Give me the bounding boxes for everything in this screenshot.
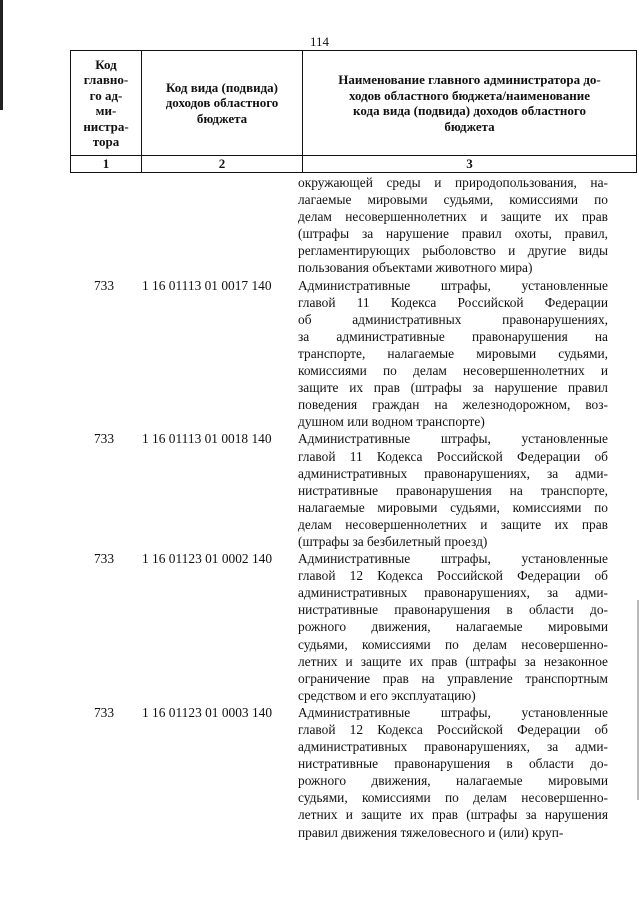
name-line: нистративные правонарушения в области до-: [298, 756, 608, 772]
name-cell: [298, 277, 608, 431]
name-line: душном или водном транспорте): [298, 414, 485, 430]
name-line: об административных правонарушениях,: [298, 311, 608, 327]
name-line: защите их прав (штрафы за нарушение правил: [298, 380, 608, 396]
column-number: 1: [71, 156, 142, 173]
name-line: (штрафы за безбилетный проезд): [298, 533, 488, 549]
name-line: правил движения тяжеловесного и (или) круп-: [298, 824, 564, 840]
table-header: [70, 50, 637, 173]
name-line: Административные штрафы, установленные: [298, 277, 608, 293]
name-line: рожного движения, налагаемые мировыми: [298, 773, 608, 789]
name-line: делам несовершеннолетних и защите их прав: [298, 209, 608, 225]
header-line: Код: [95, 56, 117, 72]
name-cell: [298, 430, 608, 550]
name-line: административных правонарушениях, за адми-: [298, 585, 608, 601]
name-line: административных правонарушениях, за адми-: [298, 739, 608, 755]
header-line: бюджета: [196, 110, 248, 126]
name-line: средством и его эксплуатацию): [298, 687, 476, 703]
name-line: главой 11 Кодекса Российской Федерации: [298, 294, 608, 310]
column-number: 2: [142, 156, 303, 173]
income-kind-code-cell: 1 16 01123 01 0002 140: [142, 551, 273, 567]
name-line: главой 12 Кодекса Российской Федерации об: [298, 568, 608, 584]
name-line: летних и защите их прав (штрафы за нарушения: [298, 807, 608, 823]
header-line: Наименование главного администратора до-: [338, 72, 601, 87]
admin-code-cell: 733: [93, 704, 115, 720]
name-line: Административные штрафы, установленные: [298, 704, 608, 720]
header-line: доходов областного: [165, 95, 279, 111]
name-line: лагаемые мировыми судьями, комиссиями по: [298, 192, 608, 208]
table-row: [70, 174, 637, 277]
header-line: кода вида (подвида) доходов областного: [353, 103, 586, 118]
name-line: рожного движения, налагаемые мировыми: [298, 619, 608, 635]
admin-code-cell: 733: [93, 277, 115, 293]
name-line: ограничение прав на управление транспортным: [298, 670, 608, 686]
scan-edge-mark: [0, 0, 3, 110]
header-line: бюджета: [444, 118, 495, 134]
header-line: ми-: [95, 103, 117, 118]
name-line: нистративные правонарушения на транспорте,: [298, 482, 608, 498]
name-line: делам несовершеннолетних и защите их прав: [298, 516, 608, 532]
name-line: транспорте, налагаемые мировыми судьями,: [298, 345, 608, 361]
column-number: 3: [303, 156, 637, 173]
table-row: [70, 704, 637, 841]
admin-code-cell: 733: [93, 551, 115, 567]
column-header-admin-code: [71, 51, 142, 156]
name-line: главой 12 Кодекса Российской Федерации об: [298, 722, 608, 737]
name-line: комиссиями по делам несовершеннолетних и: [298, 363, 608, 379]
name-cell: [298, 174, 608, 277]
name-cell: [298, 704, 608, 841]
name-line: пользования объектами животного мира): [298, 260, 533, 276]
name-line: Административные штрафы, установленные: [298, 431, 608, 447]
header-line: нистра-: [83, 118, 129, 134]
header-line: тора: [92, 134, 120, 149]
name-line: регламентирующих рыболовство и другие виды: [298, 243, 608, 259]
name-cell: [298, 550, 608, 704]
name-line: судьями, комиссиями по делам несовершенно-: [298, 790, 608, 806]
header-line: го ад-: [89, 87, 123, 103]
name-line: окружающей среды и природопользования, на-: [298, 175, 608, 190]
admin-code-cell: 733: [93, 431, 115, 447]
name-line: за административные правонарушения на: [298, 328, 608, 344]
income-kind-code-cell: 1 16 01123 01 0003 140: [142, 704, 273, 720]
table-row: [70, 550, 637, 704]
header-line: ходов областного бюджета/наименование: [348, 87, 591, 103]
name-line: судьями, комиссиями по делам несовершенно-: [298, 636, 608, 652]
name-line: Административные штрафы, установленные: [298, 551, 608, 567]
table-row: [70, 277, 637, 431]
column-header-name: [303, 51, 637, 156]
income-kind-code-cell: 1 16 01113 01 0017 140: [142, 277, 272, 293]
name-line: главой 11 Кодекса Российской Федерации об: [298, 448, 608, 464]
page-number: 114: [309, 34, 330, 49]
header-line: Код вида (подвида): [165, 79, 278, 95]
table-body: [70, 174, 637, 841]
name-line: летних и защите их прав (штрафы за незаконное: [298, 653, 608, 669]
name-line: поведения граждан на железнодорожном, воз-: [298, 397, 608, 413]
header-line: главно-: [83, 72, 129, 87]
name-line: налагаемые мировыми судьями, комиссиями по: [298, 499, 608, 515]
income-kind-code-cell: 1 16 01113 01 0018 140: [142, 431, 272, 447]
name-line: (штрафы за нарушение правил охоты, правил,: [298, 226, 608, 242]
column-header-income-kind-code: [142, 51, 303, 156]
name-line: нистративные правонарушения в области до-: [298, 602, 608, 618]
table-row: [70, 430, 637, 550]
name-line: административных правонарушениях, за адми-: [298, 465, 608, 481]
